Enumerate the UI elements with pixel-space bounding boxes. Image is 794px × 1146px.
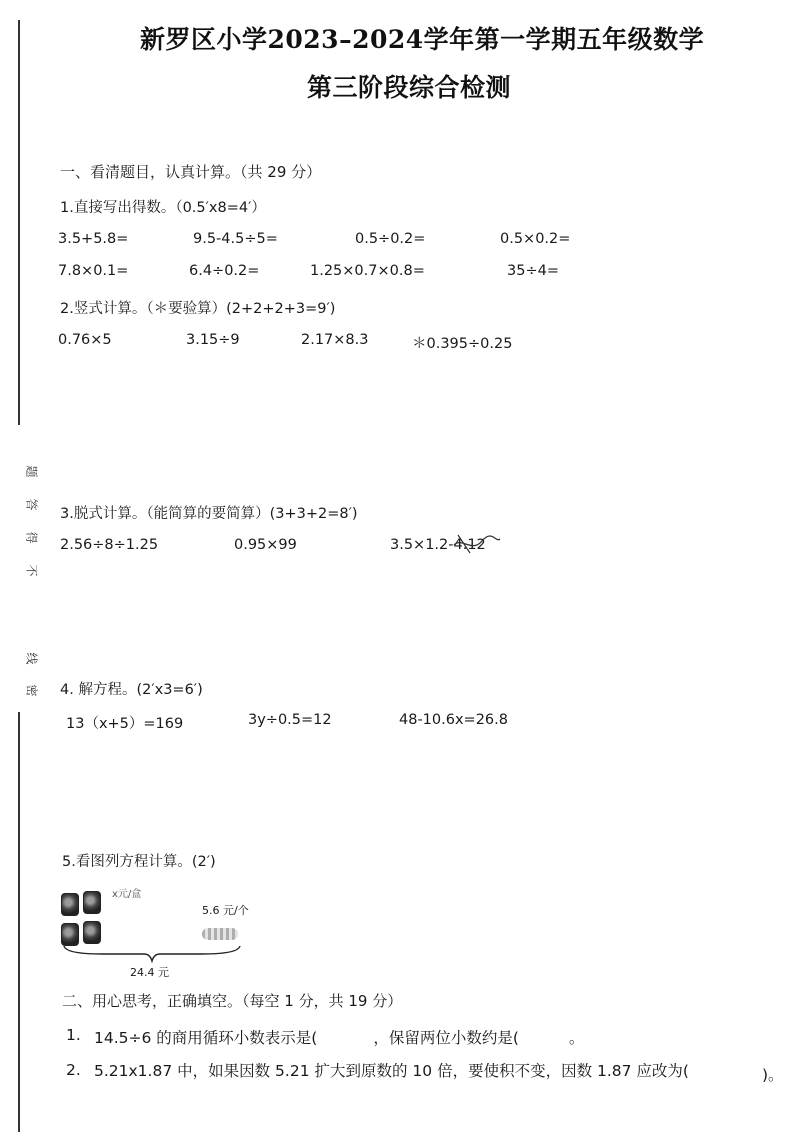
q1-item: 35÷4= [507,263,559,279]
q1-item: 0.5÷0.2= [355,231,426,247]
mooncake-image [202,928,238,940]
page-title-line2: 第三阶段综合检测 [307,73,512,102]
fill-q2-number: 2. [66,1061,81,1079]
pen-scribble [452,533,502,555]
q1-item: 1.25×0.7×0.8= [310,263,425,279]
margin-char: 不 [24,564,39,577]
q4-item: 13（x+5）=169 [66,716,184,732]
q1-item: 3.5+5.8= [58,231,129,247]
q4-item: 48-10.6x=26.8 [399,712,508,728]
mooncake-box-image [61,893,79,916]
margin-char: 题 [24,465,39,478]
q1-item: 9.5-4.5÷5= [193,231,278,247]
fill-q1-part-a: 14.5÷6 的商用循环小数表示是( [94,1029,318,1047]
q1-item: 6.4÷0.2= [189,263,260,279]
fill-q1-text [94,1026,584,1048]
total-brace [62,944,242,964]
margin-char: 答 [24,498,39,511]
q2-label: 2.竖式计算。（＊要验算）(2+2+2+3=9′) [60,301,336,317]
q4-label: 4. 解方程。(2′x3=6′) [60,682,203,698]
q1-item: 7.8×0.1= [58,263,129,279]
fill-q1-part-b: ，保留两位小数约是( [373,1029,519,1047]
q2-item: ＊0.395÷0.25 [412,336,513,352]
figure-unit-label: x元/盒 [112,889,142,900]
q1-label: 1.直接写出得数。（0.5′x8=4′） [60,200,266,216]
q4-item: 3y÷0.5=12 [248,712,332,728]
binding-line-top [18,20,20,425]
q1-item: 0.5×0.2= [500,231,571,247]
q3-item: 3.5×1.2-4.12 [390,537,486,553]
figure-total-label: 24.4 元 [130,966,169,979]
q3-item: 2.56÷8÷1.25 [60,537,159,553]
q2-item: 3.15÷9 [186,332,240,348]
fill-q1-number: 1. [66,1026,81,1044]
mooncake-box-image [83,891,101,914]
mooncake-box-image [83,921,101,944]
mooncake-box-image [61,923,79,946]
margin-char: 得 [24,531,39,544]
figure-price-label: 5.6 元/个 [202,904,249,917]
q2-item: 2.17×8.3 [301,332,369,348]
fill-q2-text: 5.21x1.87 中，如果因数 5.21 扩大到原数的 10 倍，要使积不变，因数 1.87 应改为( [94,1062,689,1080]
section1-heading: 一、看清题目，认真计算。（共 29 分） [60,163,322,181]
q3-item: 0.95×99 [234,537,297,553]
fill-q2-end: )。 [762,1066,784,1084]
q3-label: 3.脱式计算。（能简算的要简算）(3+3+2=8′) [60,506,358,522]
q5-label: 5.看图列方程计算。(2′) [62,854,216,870]
q2-item: 0.76×5 [58,332,112,348]
page-title-line1: 新罗区小学2023–2024学年第一学期五年级数学 [140,25,705,54]
margin-char: 密 [24,684,39,697]
answer-blank[interactable] [716,1059,762,1077]
binding-line-bottom [18,712,20,1132]
fill-q1-part-c: 。 [568,1029,585,1047]
section2-heading: 二、用心思考，正确填空。（每空 1 分，共 19 分） [62,992,403,1010]
margin-char: 线 [24,652,39,665]
